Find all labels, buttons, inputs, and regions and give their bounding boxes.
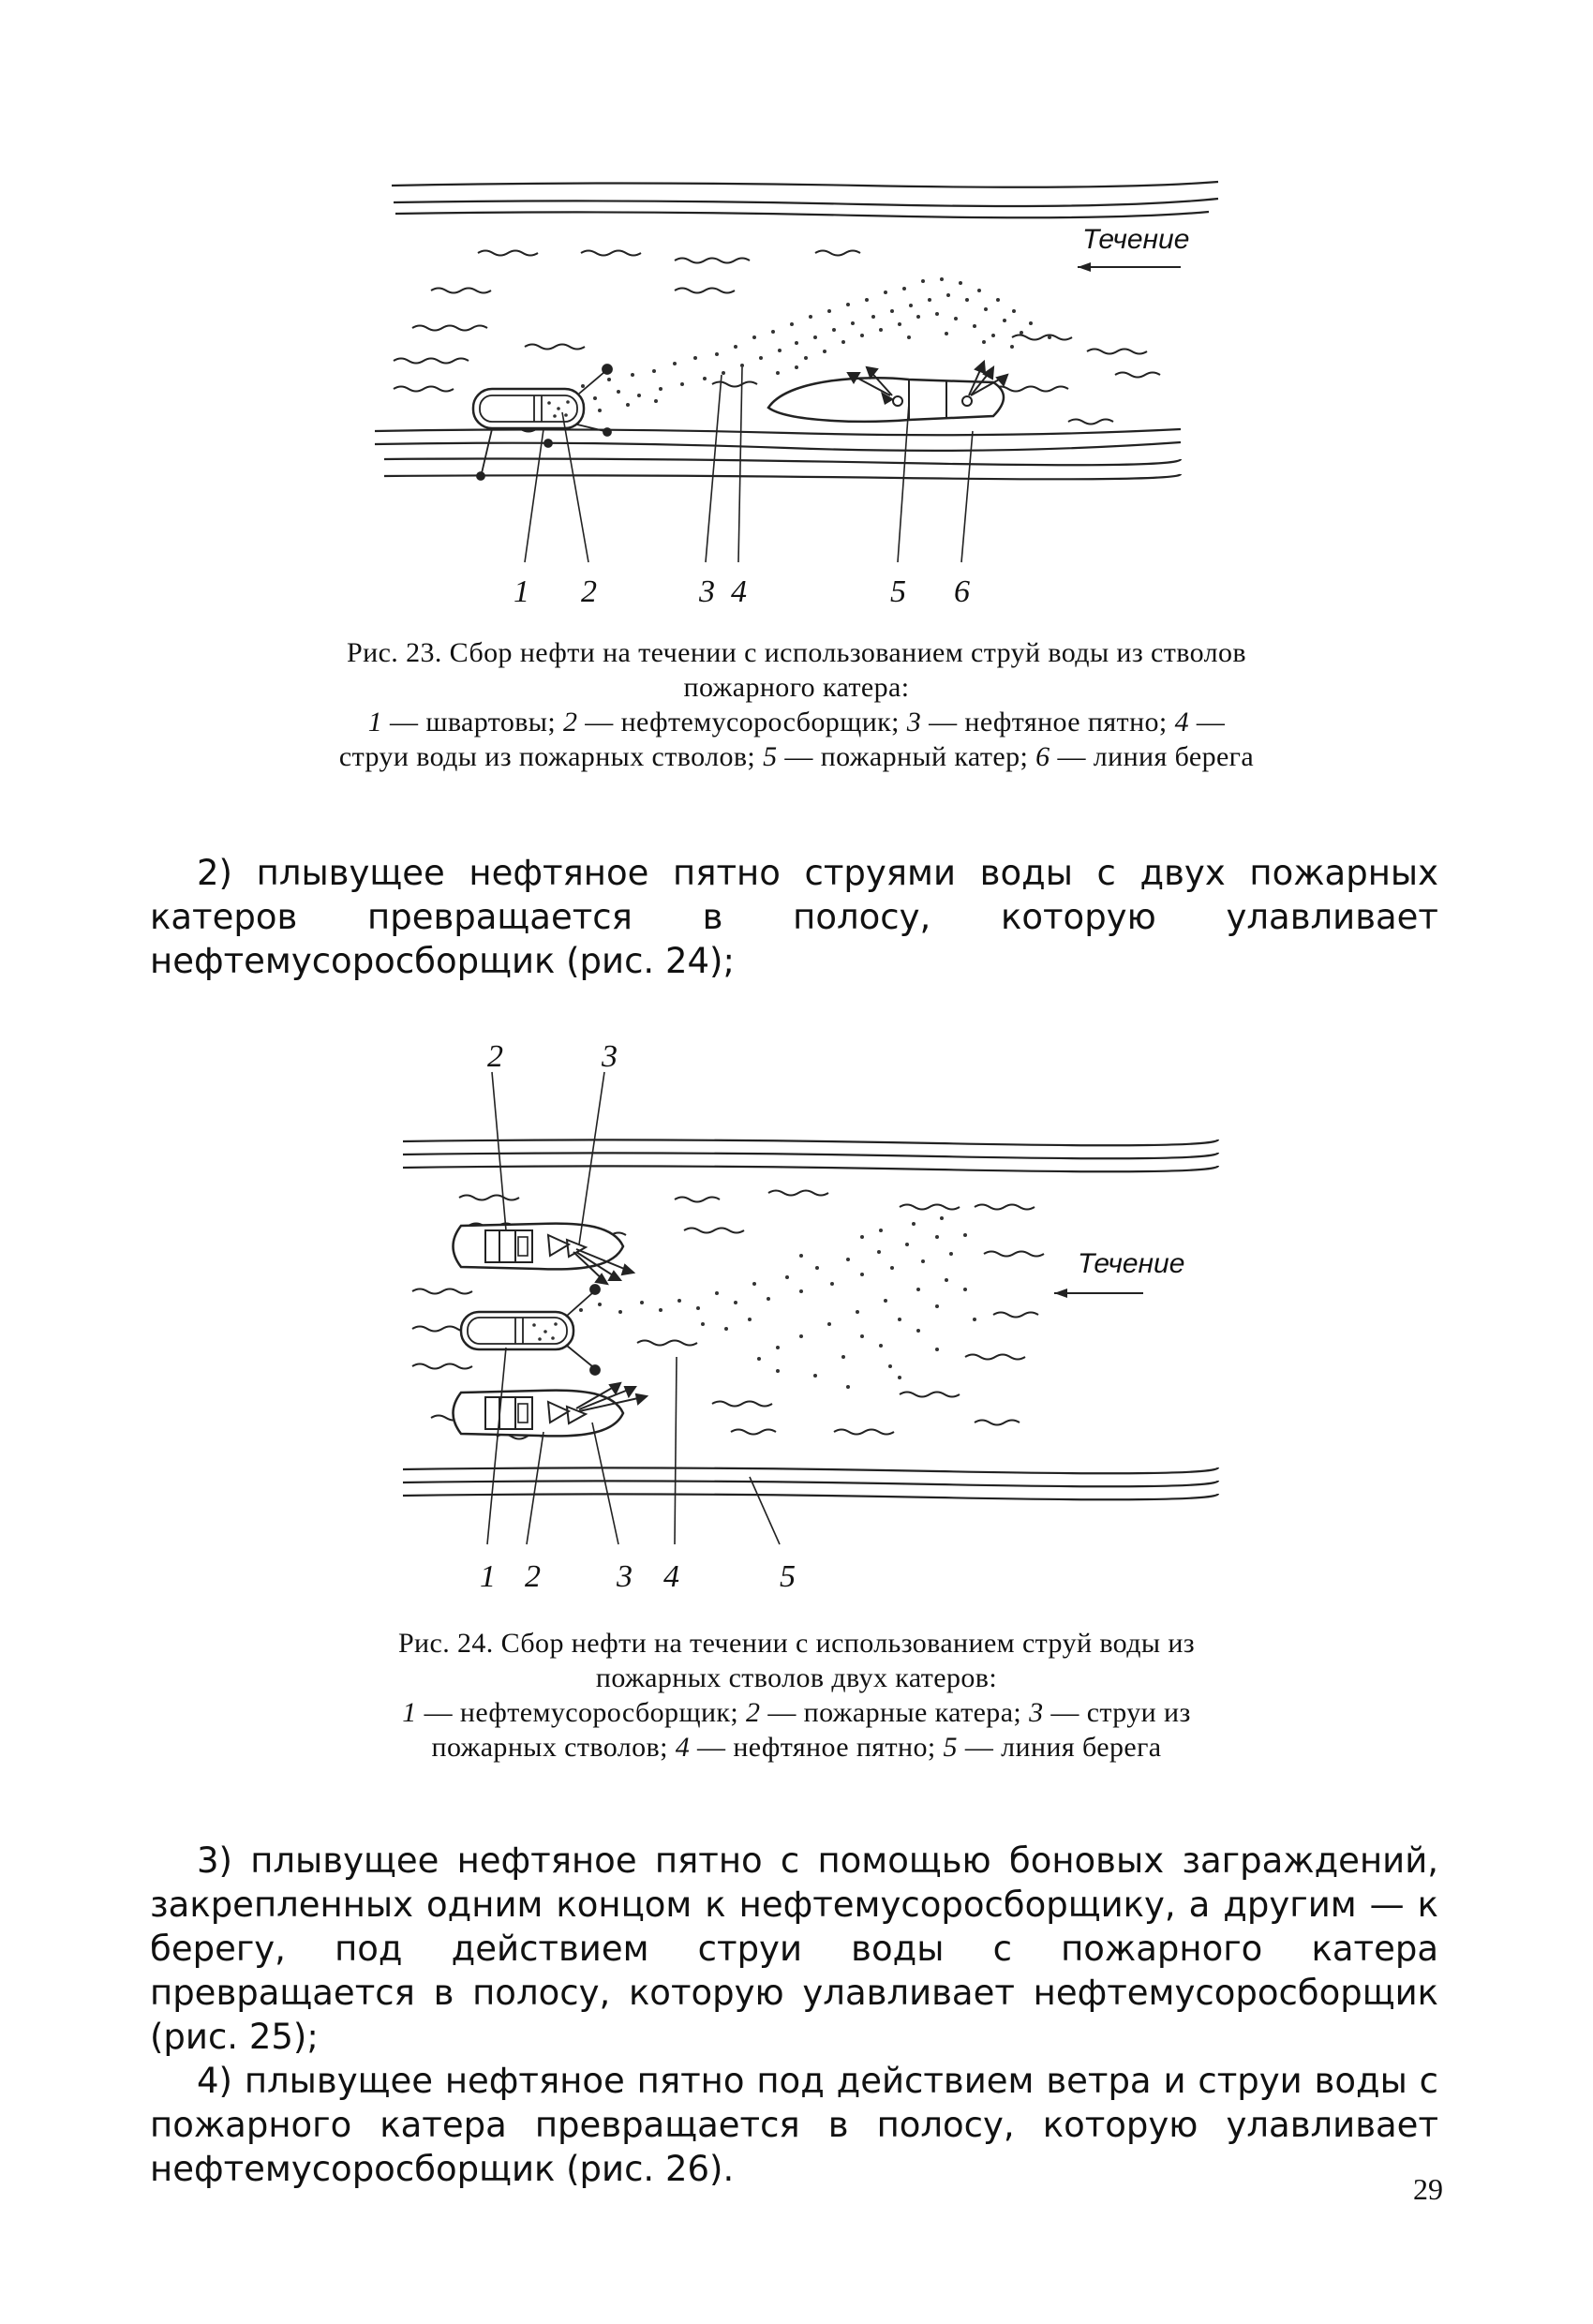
caption-legend <box>337 705 1256 774</box>
body-paragraphs-3-4 <box>150 1839 1438 2191</box>
oil-slick-dots <box>579 1216 976 1389</box>
current-label: Течение <box>1082 224 1190 255</box>
legend-text: — струи из пожарных стволов; <box>431 1697 1191 1763</box>
label-3: 3 <box>699 574 715 609</box>
legend-num: 1 <box>367 707 383 737</box>
legend-num: 6 <box>1035 741 1050 772</box>
caption-title: Рис. 24. Сбор нефти на течении с использованием струй воды из пожарных стволов двух катеров: <box>397 1628 1196 1693</box>
current-label: Течение <box>1078 1248 1185 1279</box>
caption-title: Рис. 23. Сбор нефти на течении с использованием струй воды из стволов пожарного катера: <box>347 637 1246 703</box>
legend-num: 2 <box>562 707 578 737</box>
label-2: 2 <box>525 1559 541 1594</box>
caption-legend <box>384 1695 1209 1765</box>
legend-text: — пожарный катер; <box>784 741 1029 772</box>
current-arrow <box>1054 1289 1143 1298</box>
part-number-labels <box>514 574 970 609</box>
fire-boat-upper <box>454 1224 624 1270</box>
legend-text: — нефтемусоросборщик; <box>585 707 900 737</box>
legend-num: 3 <box>906 707 922 737</box>
current-arrow <box>1078 262 1181 272</box>
legend-text: — нефтяное пятно; <box>697 1732 936 1763</box>
fire-boat <box>768 378 1004 421</box>
legend-text: — швартовы; <box>390 707 557 737</box>
legend-num: 5 <box>763 741 778 772</box>
legend-num: 1 <box>402 1697 417 1728</box>
paragraph-3: 3) плывущее нефтяное пятно с помощью боновых заграждений, закрепленных одним концом к нефтемусоросборщику, а другим — к берегу, под действием струи воды с пожарного катера превращается в полосу, которую улавливает нефтемусоросборщик (рис. 25); <box>150 1840 1438 2057</box>
figure-24 <box>375 1038 1237 1601</box>
legend-text: — нефтяное пятно; <box>929 707 1168 737</box>
legend-text: — линия берега <box>1057 741 1255 772</box>
label-4: 4 <box>731 574 747 609</box>
label-5: 5 <box>780 1559 796 1594</box>
label-2: 2 <box>581 574 597 609</box>
figure-24-caption <box>384 1626 1209 1765</box>
skimmer-vessel <box>473 389 584 428</box>
legend-num: 5 <box>943 1732 958 1763</box>
figure-23-caption <box>337 635 1256 774</box>
skimmer-vessel <box>461 1312 573 1349</box>
legend-num: 4 <box>675 1732 691 1763</box>
body-paragraph-2 <box>150 851 1438 983</box>
label-1: 1 <box>480 1559 496 1594</box>
legend-text: — струи воды из пожарных стволов; <box>338 707 1226 772</box>
paragraph-4: 4) плывущее нефтяное пятно под действием ветра и струи воды с пожарного катера превращается в полосу, которую улавливает нефтемусоросборщик (рис. 26). <box>150 2061 1438 2189</box>
legend-text: — пожарные катера; <box>767 1697 1022 1728</box>
label-4: 4 <box>663 1559 679 1594</box>
label-6: 6 <box>954 574 970 609</box>
legend-text: — линия берега <box>964 1732 1162 1763</box>
legend-num: 4 <box>1174 707 1189 737</box>
paragraph-2: 2) плывущее нефтяное пятно струями воды с двух пожарных катеров превращается в полосу, которую улавливает нефтемусоросборщик (рис. 24); <box>150 853 1438 981</box>
legend-text: — нефтемусоросборщик; <box>424 1697 739 1728</box>
label-3: 3 <box>617 1559 633 1594</box>
label-1: 1 <box>514 574 529 609</box>
legend-num: 3 <box>1029 1697 1044 1728</box>
label-3-top: 3 <box>602 1039 618 1074</box>
page-number: 29 <box>1413 2172 1443 2206</box>
legend-num: 2 <box>746 1697 761 1728</box>
leader-lines <box>487 1072 780 1544</box>
figure-23 <box>337 150 1256 637</box>
label-2-top: 2 <box>487 1039 503 1074</box>
label-5: 5 <box>890 574 906 609</box>
